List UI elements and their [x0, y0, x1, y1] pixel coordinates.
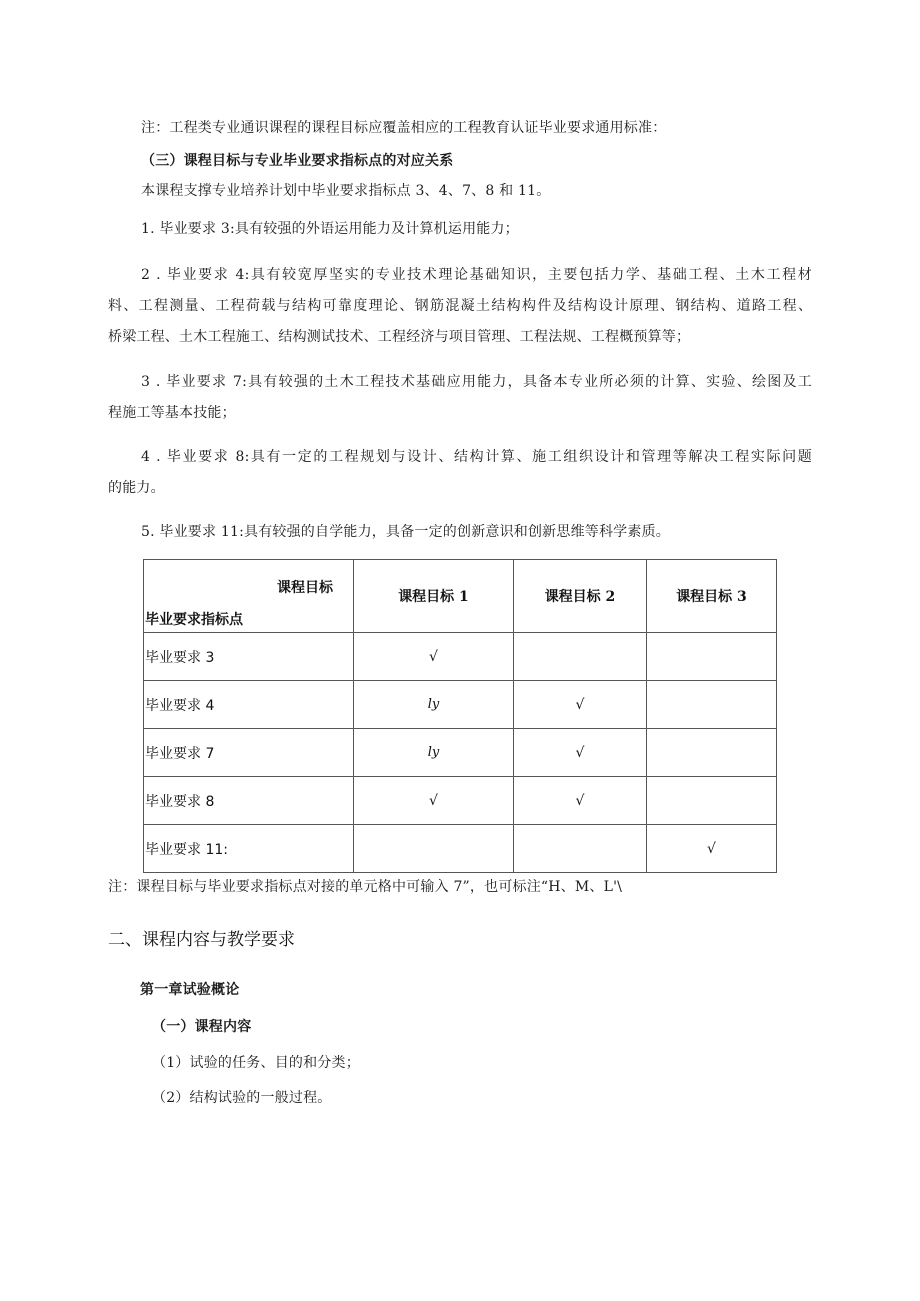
table-note: 注：课程目标与毕业要求指标点对接的单元格中可输入 7”，也可标注“H、M、L'\	[108, 879, 623, 895]
check-mark: √	[514, 729, 647, 777]
table-cell	[647, 777, 777, 825]
table-cell	[514, 633, 647, 681]
table-header-row	[144, 560, 777, 633]
table-row	[144, 825, 777, 873]
requirement-5: 5. 毕业要求 11:具有较强的自学能力，具备一定的创新意识和创新思维等科学素质。	[141, 524, 670, 540]
table-cell	[647, 729, 777, 777]
requirement-4-line-2: 的能力。	[108, 480, 165, 496]
table-row	[144, 777, 777, 825]
intro-text: 本课程支撑专业培养计划中毕业要求指标点 3、4、7、8 和 11。	[141, 183, 551, 199]
requirement-1: 1. 毕业要求 3:具有较强的外语运用能力及计算机运用能力；	[141, 221, 519, 237]
row-label: 毕业要求 3	[144, 633, 354, 681]
corner-label-objectives: 课程目标	[277, 580, 333, 596]
requirement-2-line-2: 料、工程测量、工程荷载与结构可靠度理论、钢筋混凝土结构构件及结构设计原理、钢结构、道路工程、	[108, 298, 812, 314]
requirement-3-line-2: 程施工等基本技能；	[108, 405, 236, 421]
table-row	[144, 681, 777, 729]
check-mark: √	[514, 777, 647, 825]
row-label: 毕业要求 7	[144, 729, 354, 777]
table-cell	[647, 633, 777, 681]
column-header-objective-2: 课程目标 2	[514, 560, 647, 633]
table-cell	[354, 825, 514, 873]
check-mark: √	[647, 825, 777, 873]
table-corner-cell	[144, 560, 354, 633]
content-item-2: （2）结构试验的一般过程。	[152, 1090, 332, 1106]
table-cell	[647, 681, 777, 729]
row-label: 毕业要求 8	[144, 777, 354, 825]
check-mark: √	[354, 777, 514, 825]
requirement-2-line-3: 桥梁工程、土木工程施工、结构测试技术、工程经济与项目管理、工程法规、工程概预算等；	[108, 329, 691, 345]
requirement-2-line-1: 2 . 毕业要求 4:具有较宽厚坚实的专业技术理论基础知识，主要包括力学、基础工程、土木工程材	[141, 267, 812, 283]
row-label: 毕业要求 11:	[144, 825, 354, 873]
table-cell: ly	[354, 729, 514, 777]
column-header-objective-3: 课程目标 3	[647, 560, 777, 633]
check-mark: √	[354, 633, 514, 681]
requirement-3-line-1: 3 . 毕业要求 7:具有较强的土木工程技术基础应用能力，具备本专业所必须的计算、实验、绘图及工	[141, 374, 812, 390]
column-header-objective-1: 课程目标 1	[354, 560, 514, 633]
table-row	[144, 633, 777, 681]
table-cell: ly	[354, 681, 514, 729]
requirement-4-line-1: 4 . 毕业要求 8:具有一定的工程规划与设计、结构计算、施工组织设计和管理等解决工程实际问题	[141, 449, 812, 465]
chapter-1-heading: 第一章试验概论	[140, 982, 240, 998]
table-row	[144, 729, 777, 777]
table-cell	[514, 825, 647, 873]
check-mark: √	[514, 681, 647, 729]
corner-label-requirements: 毕业要求指标点	[145, 612, 243, 628]
section-2-heading: 二、课程内容与教学要求	[108, 930, 295, 950]
note-top: 注：工程类专业通识课程的课程目标应覆盖相应的工程教育认证毕业要求通用标准：	[141, 120, 667, 136]
objective-mapping-table	[143, 559, 777, 873]
row-label: 毕业要求 4	[144, 681, 354, 729]
section-3-heading: （三）课程目标与专业毕业要求指标点的对应关系	[141, 153, 454, 169]
content-item-1: （1）试验的任务、目的和分类；	[152, 1055, 360, 1071]
course-content-heading: （一）课程内容	[152, 1019, 252, 1035]
